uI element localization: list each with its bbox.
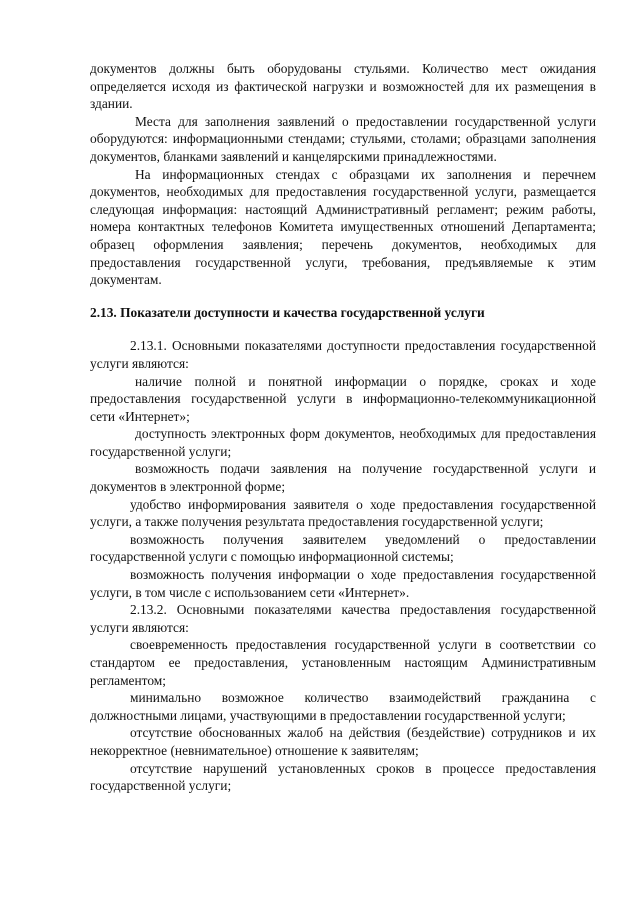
list-item-progress-information: возможность получения информации о ходе предоставления государственной услуги, в том числе с использованием сети «Интернет». [90,567,596,600]
list-item-minimal-interactions: минимально возможное количество взаимодействий гражданина с должностными лицами, участвующими в предоставлении государственной услуги; [90,690,596,723]
list-item-electronic-forms: доступность электронных форм документов, необходимых для предоставления государственной услуги; [90,426,596,459]
list-item-electronic-submission: возможность подачи заявления на получение государственной услуги и документов в электронной форме; [90,461,596,495]
paragraph-accessibility-intro: 2.13.1. Основными показателями доступности предоставления государственной услуги являются: [90,338,596,371]
list-item-full-information: наличие полной и понятной информации о порядке, сроках и ходе предоставления государственной услуги в информационно-телекоммуникационной сети «Интернет»; [90,373,596,424]
list-item-no-deadline-violations: отсутствие нарушений установленных сроков в процессе предоставления государственной услуги; [90,760,596,794]
paragraph-information-stands: На информационных стендах с образцами их заполнения и перечнем документов, необходимых для предоставления государственной услуги, размещается следующая информация: настоящий Административный регламент; режим работы, номера контактных телефонов Комитета имущественных отношений Департамента; образец оформления заявления; перечень документов, необходимых для предоставления государственной услуги, требования, предъявляемые к этим документам. [90,166,596,288]
document-page [90,60,596,795]
list-item-informing-convenience: удобство информирования заявителя о ходе предоставления государственной услуги, а также получения результата предоставления государственной услуги; [90,496,596,530]
paragraph-waiting-places: документов должны быть оборудованы стульями. Количество мест ожидания определяется исходя из фактической нагрузки и возможностей для их размещения в здании. [90,61,596,112]
list-item-timeliness: своевременность предоставления государственной услуги в соответствии со стандартом ее предоставления, установленным настоящим Административным регламентом; [90,637,596,688]
list-item-no-complaints: отсутствие обоснованных жалоб на действия (бездействие) сотрудников и их некорректное (невнимательное) отношение к заявителям; [90,725,596,758]
paragraph-quality-intro: 2.13.2. Основными показателями качества предоставления государственной услуги являются: [90,602,596,635]
paragraph-filling-places: Места для заполнения заявлений о предоставлении государственной услуги оборудуются: информационными стендами; стульями, столами; образцами заполнения документов, бланками заявлений и канцелярскими принадлежностями. [90,113,596,164]
list-item-notifications: возможность получения заявителем уведомлений о предоставлении государственной услуги с помощью информационной системы; [90,531,596,565]
section-heading: 2.13. Показатели доступности и качества государственной услуги [90,304,485,320]
